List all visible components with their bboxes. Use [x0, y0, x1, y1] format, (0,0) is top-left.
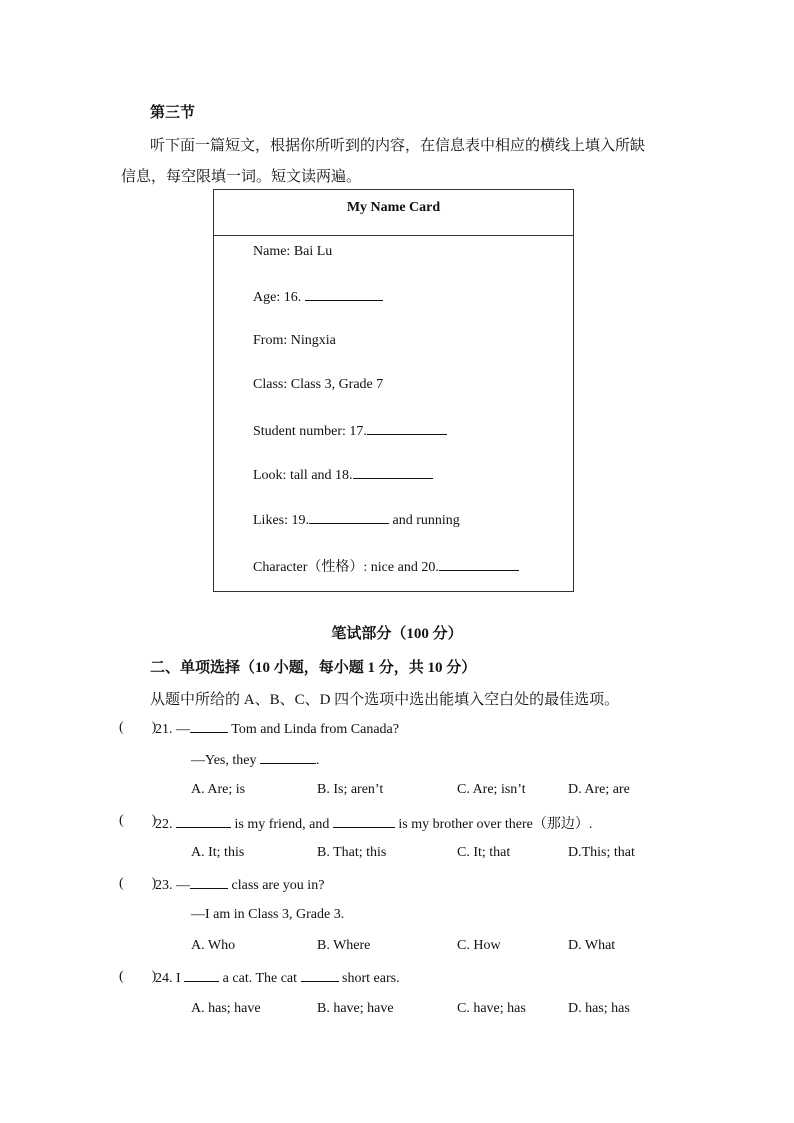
stem-text: 22. — [155, 817, 176, 832]
option-21-b[interactable]: B. Is; aren’t — [317, 782, 384, 797]
stem-text: 24. I — [155, 971, 185, 986]
question-23-reply — [191, 907, 344, 923]
card-row-character — [253, 556, 519, 576]
answer-paren-23[interactable]: ( ) — [119, 876, 157, 891]
answer-paren-24[interactable]: ( ) — [119, 969, 157, 984]
stem-text: is my brother over there（那边）. — [394, 817, 593, 832]
card-row-class — [253, 377, 383, 393]
stem-text: is my friend, and — [231, 817, 333, 832]
stem-text: Tom and Linda from Canada? — [228, 722, 399, 737]
option-24-b[interactable]: B. have; have — [317, 1001, 394, 1016]
option-22-a[interactable]: A. It; this — [191, 845, 245, 860]
section-2-instruction: 从题中所给的 A、B、C、D 四个选项中选出能填入空白处的最佳选项。 — [150, 692, 620, 708]
card-row-student-number — [253, 422, 447, 440]
instruction-line-1: 听下面一篇短文，根据你所听到的内容，在信息表中相应的横线上填入所缺 — [150, 138, 646, 154]
option-23-b[interactable]: B. Where — [317, 938, 371, 953]
stem-text: a cat. The cat — [219, 971, 301, 986]
question-21-reply — [191, 751, 319, 769]
instruction-line-2: 信息，每空限填一词。短文读两遍。 — [121, 169, 362, 185]
option-22-b[interactable]: B. That; this — [317, 845, 387, 860]
answer-blank-18[interactable] — [353, 466, 433, 479]
question-blank[interactable] — [260, 751, 316, 764]
question-blank[interactable] — [301, 969, 339, 982]
card-row-look — [253, 466, 433, 484]
option-23-d[interactable]: D. What — [568, 938, 616, 953]
answer-paren-21[interactable]: ( ) — [119, 720, 157, 735]
card-row-name — [253, 244, 332, 260]
reply-text: . — [315, 753, 320, 768]
section-2-title: 二、单项选择（10 小题，每小题 1 分，共 10 分） — [150, 660, 477, 676]
question-blank[interactable] — [184, 969, 219, 982]
option-24-a[interactable]: A. has; have — [191, 1001, 261, 1016]
card-row-label: Look: tall and 18. — [253, 468, 353, 483]
question-blank[interactable] — [190, 876, 228, 889]
question-24-stem — [155, 969, 400, 987]
option-23-c[interactable]: C. How — [457, 938, 501, 953]
option-22-d[interactable]: D.This; that — [568, 845, 635, 860]
option-24-c[interactable]: C. have; has — [457, 1001, 526, 1016]
stem-text: class are you in? — [228, 878, 325, 893]
question-22-stem — [155, 813, 592, 833]
reply-text: —I am in Class 3, Grade 3. — [191, 907, 345, 922]
card-row-label: Name: Bai Lu — [253, 244, 333, 259]
option-23-a[interactable]: A. Who — [191, 938, 236, 953]
card-row-age — [253, 288, 383, 306]
card-row-label: Character（性格）: nice and 20. — [253, 560, 439, 575]
reply-text: —Yes, they — [191, 753, 260, 768]
section-title: 第三节 — [150, 105, 196, 121]
option-21-d[interactable]: D. Are; are — [568, 782, 630, 797]
card-row-label: Likes: 19. — [253, 513, 309, 528]
option-21-a[interactable]: A. Are; is — [191, 782, 246, 797]
option-21-c[interactable]: C. Are; isn’t — [457, 782, 526, 797]
question-23-stem — [155, 876, 324, 894]
answer-blank-17[interactable] — [367, 422, 447, 435]
stem-text: 21. — — [155, 722, 190, 737]
answer-blank-16[interactable] — [305, 288, 383, 301]
question-blank[interactable] — [176, 815, 231, 828]
option-24-d[interactable]: D. has; has — [568, 1001, 630, 1016]
written-part-title: 笔试部分（100 分） — [331, 626, 463, 642]
card-row-from — [253, 333, 336, 349]
card-row-likes — [253, 511, 460, 529]
card-row-label: Student number: 17. — [253, 424, 367, 439]
answer-blank-19[interactable] — [309, 511, 389, 524]
question-21-stem — [155, 720, 399, 738]
answer-blank-20[interactable] — [439, 558, 519, 571]
card-row-tail: and running — [389, 513, 460, 528]
name-card-table — [213, 189, 574, 592]
question-blank[interactable] — [190, 720, 228, 733]
card-row-label: From: Ningxia — [253, 333, 336, 348]
option-22-c[interactable]: C. It; that — [457, 845, 511, 860]
question-blank[interactable] — [333, 815, 395, 828]
card-title: My Name Card — [214, 190, 573, 236]
card-row-label: Age: 16. — [253, 290, 305, 305]
stem-text: short ears. — [338, 971, 400, 986]
stem-text: 23. — — [155, 878, 190, 893]
card-row-label: Class: Class 3, Grade 7 — [253, 377, 384, 392]
answer-paren-22[interactable]: ( ) — [119, 813, 157, 828]
